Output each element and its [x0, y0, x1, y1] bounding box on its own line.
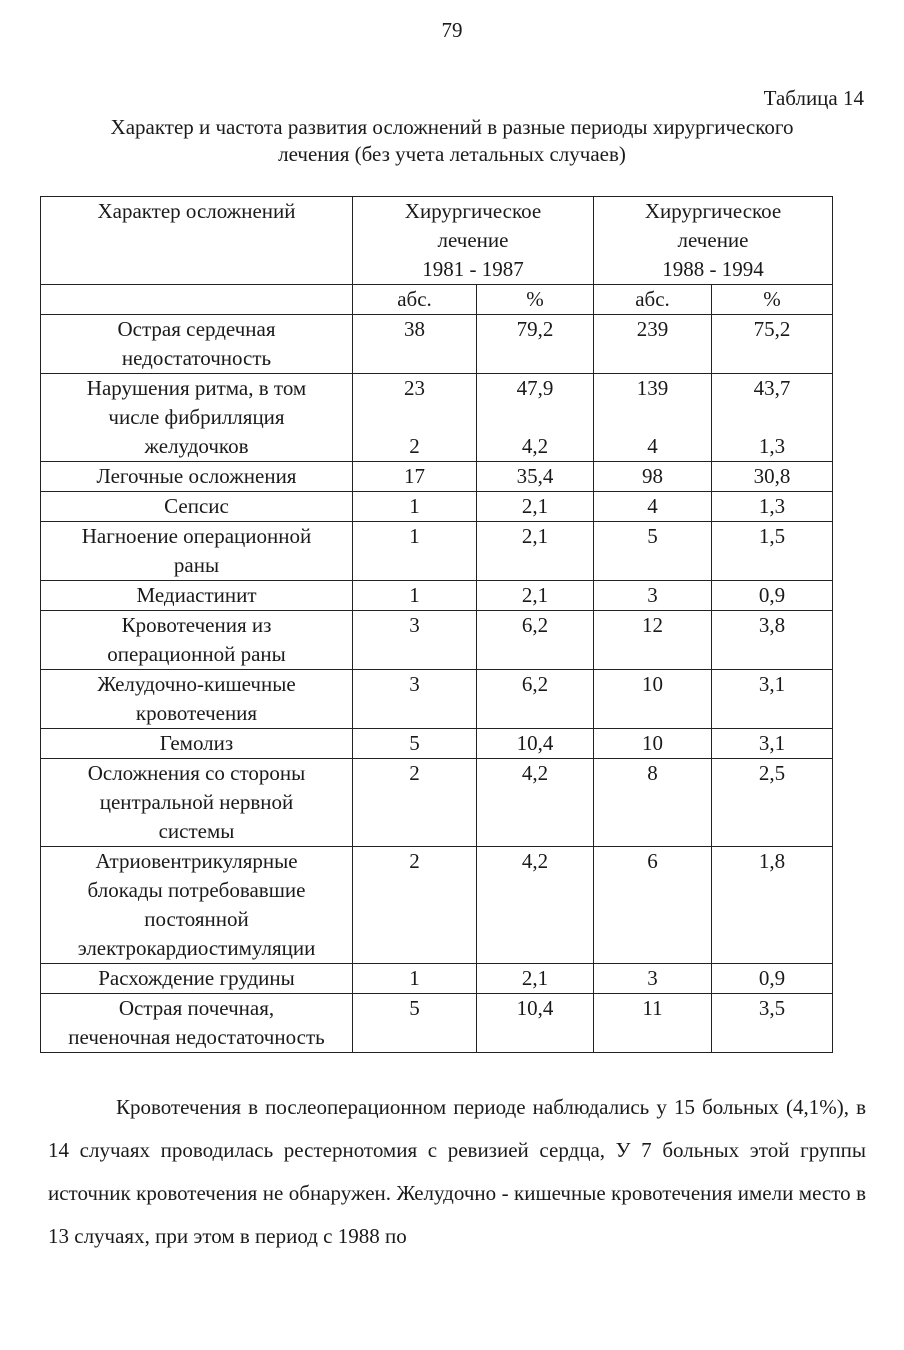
table-row: [41, 581, 833, 611]
complication-name: Медиастинит: [136, 583, 257, 607]
complication-name-cell: [41, 611, 353, 670]
abs-1988-1994: 3: [647, 966, 658, 990]
subheader-abs: абс.: [594, 285, 712, 315]
complication-name: раны: [173, 553, 220, 577]
abs-1981-1987-cell: [353, 729, 477, 759]
abs-1988-1994: 4: [647, 434, 658, 458]
table-row: [41, 729, 833, 759]
body-paragraph: Кровотечения в послеоперационном периоде наблюдались у 15 больных (4,1%), в 14 случаях проводилась рестернотомия с ревизией сердца, У 7 больных этой группы источник кровотечения не обнаружен. Желудочно - кишечные кровотечения имели место в 13 случаях, при этом в период с 1988 по: [48, 1095, 866, 1248]
percent-1981-1987: 2,1: [521, 494, 549, 518]
complication-name-cell: [41, 492, 353, 522]
percent-1981-1987-cell: [477, 611, 594, 670]
abs-1981-1987: 2: [409, 434, 420, 458]
percent-1988-1994-cell: [712, 462, 833, 492]
table-row: [41, 522, 833, 581]
percent-1988-1994-cell: [712, 729, 833, 759]
abs-1988-1994-cell: [594, 315, 712, 374]
header-period-1988-1994: [594, 197, 833, 285]
table-row: [41, 670, 833, 729]
abs-1981-1987-cell: [353, 670, 477, 729]
complication-name: желудочков: [144, 434, 249, 458]
abs-1981-1987: 3: [409, 672, 420, 696]
abs-1981-1987-cell: [353, 994, 477, 1053]
complication-name-cell: [41, 462, 353, 492]
subheader-abs: абс.: [353, 285, 477, 315]
abs-1981-1987: 3: [409, 613, 420, 637]
header-line: лечение: [437, 228, 509, 252]
header-line: 1988 - 1994: [662, 257, 764, 281]
percent-1981-1987-cell: [477, 670, 594, 729]
table-row: [41, 315, 833, 374]
abs-1981-1987-cell: [353, 492, 477, 522]
complication-name: Острая сердечная: [117, 317, 276, 341]
complication-name: Желудочно-кишечные: [97, 672, 296, 696]
abs-1988-1994-cell: [594, 994, 712, 1053]
header-line: лечение: [677, 228, 749, 252]
table-subheader-row: [41, 285, 833, 315]
percent-1988-1994: 3,8: [758, 613, 786, 637]
complication-name-cell: [41, 670, 353, 729]
percent-1981-1987: 2,1: [521, 583, 549, 607]
percent-1988-1994: 1,3: [758, 494, 786, 518]
complications-table: [40, 196, 833, 1053]
abs-1981-1987-cell: [353, 759, 477, 847]
complication-name: Нарушения ритма, в том: [86, 376, 307, 400]
header-line: Хирургическое: [404, 199, 542, 223]
abs-1988-1994-cell: [594, 522, 712, 581]
percent-1981-1987: 10,4: [516, 731, 554, 755]
percent-1981-1987-cell: [477, 994, 594, 1053]
abs-1981-1987-cell: [353, 315, 477, 374]
complication-name-cell: [41, 729, 353, 759]
table-title: [40, 114, 864, 168]
abs-1981-1987-cell: [353, 847, 477, 964]
complication-name: кровотечения: [135, 701, 258, 725]
table-row: [41, 492, 833, 522]
complication-name-cell: [41, 994, 353, 1053]
header-complication-type: Характер осложнений: [41, 197, 353, 285]
abs-1988-1994: 98: [642, 464, 664, 488]
abs-1981-1987: 38: [404, 317, 425, 341]
percent-1981-1987: 4,2: [521, 849, 549, 873]
percent-1981-1987-cell: [477, 492, 594, 522]
complication-name: числе фибрилляция: [108, 405, 285, 429]
complication-name-cell: [41, 522, 353, 581]
table-row: [41, 374, 833, 462]
percent-1981-1987-cell: [477, 847, 594, 964]
abs-1988-1994-cell: [594, 581, 712, 611]
percent-1988-1994-cell: [712, 611, 833, 670]
abs-1988-1994: 239: [636, 317, 669, 341]
complication-name: Нагноение операционной: [81, 524, 312, 548]
complication-name-cell: [41, 759, 353, 847]
complication-name: постоянной: [144, 907, 249, 931]
abs-1981-1987-cell: [353, 964, 477, 994]
abs-1981-1987: 1: [409, 494, 420, 518]
percent-1981-1987: 10,4: [516, 996, 554, 1020]
subheader-percent: %: [712, 285, 833, 315]
percent-1981-1987-cell: [477, 759, 594, 847]
abs-1988-1994: 4: [647, 494, 658, 518]
abs-1988-1994: 8: [647, 761, 658, 785]
abs-1988-1994: 11: [642, 996, 663, 1020]
percent-1988-1994-cell: [712, 670, 833, 729]
percent-1988-1994: 1,8: [758, 849, 786, 873]
percent-1981-1987-cell: [477, 581, 594, 611]
abs-1988-1994-cell: [594, 759, 712, 847]
abs-1981-1987: 5: [409, 996, 420, 1020]
complication-name: Расхождение грудины: [98, 966, 295, 990]
complication-name: блокады потребовавшие: [87, 878, 306, 902]
percent-1981-1987-cell: [477, 462, 594, 492]
abs-1988-1994: [598, 403, 707, 432]
percent-1981-1987: 6,2: [521, 672, 549, 696]
abs-1981-1987: [357, 403, 472, 432]
percent-1988-1994-cell: [712, 994, 833, 1053]
abs-1981-1987: 2: [409, 849, 420, 873]
percent-1988-1994-cell: [712, 374, 833, 462]
table-row: [41, 994, 833, 1053]
table-label: Таблица 14: [763, 86, 864, 110]
complication-name: Сепсис: [164, 494, 229, 518]
abs-1981-1987-cell: [353, 611, 477, 670]
percent-1981-1987: [481, 403, 589, 432]
header-period-1981-1987: [353, 197, 594, 285]
table-row: [41, 759, 833, 847]
percent-1981-1987: 35,4: [516, 464, 554, 488]
table-title-line: Характер и частота развития осложнений в разные периоды хирургического: [110, 115, 794, 139]
percent-1988-1994: 0,9: [758, 583, 786, 607]
abs-1988-1994: 5: [647, 524, 658, 548]
percent-1981-1987-cell: [477, 729, 594, 759]
abs-1981-1987: 1: [409, 524, 420, 548]
percent-1988-1994-cell: [712, 964, 833, 994]
complication-name: Кровотечения из: [121, 613, 272, 637]
abs-1981-1987: 1: [409, 966, 420, 990]
percent-1988-1994: 1,5: [758, 524, 786, 548]
abs-1988-1994: 10: [642, 672, 664, 696]
complication-name: Острая почечная,: [118, 996, 275, 1020]
percent-1988-1994: 0,9: [758, 966, 786, 990]
complication-name: недостаточность: [121, 346, 272, 370]
complication-name: печеночная недостаточность: [68, 1025, 325, 1049]
abs-1981-1987: 23: [404, 376, 425, 400]
complication-name-cell: [41, 581, 353, 611]
table-body: [41, 315, 833, 1053]
abs-1981-1987-cell: [353, 462, 477, 492]
percent-1988-1994: 3,1: [758, 672, 786, 696]
percent-1988-1994: 30,8: [753, 464, 791, 488]
percent-1981-1987: 4,2: [521, 761, 549, 785]
percent-1988-1994-cell: [712, 315, 833, 374]
abs-1988-1994-cell: [594, 374, 712, 462]
percent-1988-1994: 3,5: [758, 996, 786, 1020]
complication-name-cell: [41, 847, 353, 964]
abs-1981-1987: 5: [409, 731, 420, 755]
abs-1981-1987-cell: [353, 581, 477, 611]
table-row: [41, 847, 833, 964]
table-title-line: лечения (без учета летальных случаев): [278, 142, 626, 166]
abs-1988-1994-cell: [594, 611, 712, 670]
subheader-percent: %: [477, 285, 594, 315]
percent-1981-1987: 47,9: [516, 376, 554, 400]
abs-1988-1994: 12: [642, 613, 664, 637]
percent-1988-1994-cell: [712, 492, 833, 522]
page-number: 79: [441, 18, 463, 42]
percent-1981-1987: 79,2: [516, 317, 554, 341]
table-row: [41, 462, 833, 492]
abs-1988-1994: 10: [642, 731, 664, 755]
header-line: Хирургическое: [644, 199, 782, 223]
percent-1981-1987: 4,2: [521, 434, 549, 458]
percent-1988-1994: 1,3: [758, 434, 786, 458]
percent-1988-1994: [716, 403, 828, 432]
abs-1988-1994-cell: [594, 847, 712, 964]
table-header-row: [41, 197, 833, 285]
abs-1988-1994-cell: [594, 462, 712, 492]
abs-1981-1987: 2: [409, 761, 420, 785]
complication-name: электрокардиостимуляции: [77, 936, 316, 960]
percent-1988-1994-cell: [712, 759, 833, 847]
abs-1988-1994: 6: [647, 849, 658, 873]
complication-name: операционной раны: [107, 642, 286, 666]
complication-name-cell: [41, 315, 353, 374]
complication-name: Гемолиз: [159, 731, 234, 755]
percent-1988-1994-cell: [712, 847, 833, 964]
percent-1981-1987-cell: [477, 315, 594, 374]
abs-1988-1994: 3: [647, 583, 658, 607]
percent-1988-1994: 43,7: [753, 376, 791, 400]
complication-name: Легочные осложнения: [96, 464, 297, 488]
table-row: [41, 611, 833, 670]
complication-name: центральной нервной: [99, 790, 294, 814]
abs-1988-1994-cell: [594, 492, 712, 522]
abs-1988-1994-cell: [594, 729, 712, 759]
complication-name-cell: [41, 964, 353, 994]
percent-1981-1987: 6,2: [521, 613, 549, 637]
complication-name: Атриовентрикулярные: [95, 849, 298, 873]
percent-1981-1987: 2,1: [521, 966, 549, 990]
percent-1981-1987-cell: [477, 522, 594, 581]
percent-1988-1994-cell: [712, 581, 833, 611]
abs-1981-1987: 17: [404, 464, 425, 488]
abs-1988-1994-cell: [594, 670, 712, 729]
percent-1988-1994: 75,2: [753, 317, 791, 341]
percent-1981-1987-cell: [477, 374, 594, 462]
percent-1981-1987: 2,1: [521, 524, 549, 548]
abs-1988-1994-cell: [594, 964, 712, 994]
complication-name: системы: [158, 819, 235, 843]
percent-1988-1994: 2,5: [758, 761, 786, 785]
complication-name-cell: [41, 374, 353, 462]
abs-1988-1994: 139: [636, 376, 669, 400]
abs-1981-1987-cell: [353, 522, 477, 581]
percent-1988-1994-cell: [712, 522, 833, 581]
table-row: [41, 964, 833, 994]
abs-1981-1987: 1: [409, 583, 420, 607]
abs-1981-1987-cell: [353, 374, 477, 462]
header-line: 1981 - 1987: [422, 257, 524, 281]
complication-name: Осложнения со стороны: [87, 761, 306, 785]
percent-1981-1987-cell: [477, 964, 594, 994]
subheader-empty: [41, 285, 353, 315]
percent-1988-1994: 3,1: [758, 731, 786, 755]
